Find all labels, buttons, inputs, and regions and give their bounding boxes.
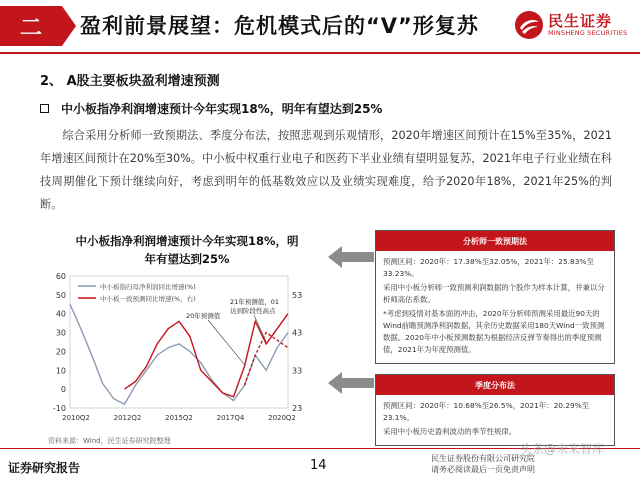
bullet-heading xyxy=(40,100,382,117)
y-left-tick-label: 50 xyxy=(55,290,66,300)
box-line: 采用中小板分析师一致预测利润数据的个股作为样本计算，并兼以分析师高估系数。 xyxy=(383,283,605,304)
profit-growth-chart xyxy=(40,268,330,436)
body-paragraph: 综合采用分析师一致预期法、季度分布法，按照悲观到乐观情形，2020年增速区间预计在15%至35%，2021年增速区间预计在20%至30%。中小板中权重行业电子和医药下半业业绩有望明显复苏，2021年电子行业业绩在科技周期催化下预计继续向好，考虑到明年的低基数效应以及业绩实现难度，给予2020年18%，2021年25%的判断。 xyxy=(40,129,612,211)
chart-source: 资料来源：Wind，民生证券研究院整理 xyxy=(48,437,171,445)
bullet-heading-text: 中小板指净利润增速预计今年实现18%，明年有望达到25% xyxy=(61,102,383,116)
section-subheading: 2、 A股主要板块盈利增速预测 xyxy=(40,74,220,89)
legend-label: 中小板一致预测同比增速(%，右) xyxy=(100,295,196,303)
footer-notice: 请务必阅读最后一页免责声明 xyxy=(431,465,535,474)
analyst-consensus-box xyxy=(375,230,615,364)
annotation-leader xyxy=(208,320,244,365)
y-right-tick-label: 23 xyxy=(292,404,303,413)
footer-report-type: 证券研究报告 xyxy=(8,461,81,475)
page-number: 14 xyxy=(310,458,327,473)
box-line: 预测区间：2020年：17.38%至32.05%，2021年：25.83%至33.23%。 xyxy=(383,257,594,278)
box-line: 采用中小板历史盈利波动的季节性规律。 xyxy=(383,427,517,436)
y-left-tick-label: 60 xyxy=(55,272,66,281)
square-bullet-icon xyxy=(40,104,49,113)
annotation-text: 达到阶段性高点 xyxy=(230,307,276,315)
y-left-tick-label: 30 xyxy=(55,328,66,338)
watermark: 头条@未来智库 xyxy=(520,442,605,456)
annotation-leader xyxy=(254,315,266,342)
arrow-left-icon xyxy=(328,372,374,394)
logo-cn-text: 民生证券 xyxy=(548,12,613,30)
series-line-consensus-growth xyxy=(125,314,289,397)
box-line: *考虑到疫情对基本面的冲击，2020年分析师预测采用最近90天的Wind前瞻预测净利润数据，其余历史数据采用180天Wind一致预测数据。2020年中小板预测数据为根据经济反弹节奏得出的季度预测值，2021年为年度预测值。 xyxy=(383,309,605,354)
annotation-text: 20年预测值 xyxy=(186,312,221,320)
legend-label: 中小板指归母净利润同比增速(%) xyxy=(100,283,196,291)
y-left-tick-label: 0 xyxy=(60,385,66,395)
y-left-tick-label: -10 xyxy=(52,404,66,413)
y-right-tick-label: 33 xyxy=(292,366,303,376)
y-left-tick-label: 10 xyxy=(55,366,66,376)
company-logo xyxy=(514,8,632,42)
page-title: 盈利前景展望：危机模式后的“V”形复苏 xyxy=(80,14,479,38)
y-right-tick-label: 53 xyxy=(292,290,303,300)
y-left-tick-label: 40 xyxy=(55,309,66,319)
logo-en-text: MINSHENG SECURITIES xyxy=(548,29,628,37)
box-title: 季度分布法 xyxy=(376,375,614,395)
minsheng-logo-icon xyxy=(514,10,544,40)
x-tick-label: 2012Q2 xyxy=(113,414,142,422)
page-header xyxy=(0,0,640,54)
chart-title: 中小板指净利润增速预计今年实现18%，明年有望达到25% xyxy=(75,234,299,266)
x-tick-label: 2020Q2 xyxy=(268,414,296,422)
x-tick-label: 2015Q2 xyxy=(165,414,193,422)
footer-company: 民生证券股份有限公司研究院 xyxy=(431,454,535,463)
section-number-badge: 二 xyxy=(0,6,62,46)
x-tick-label: 2010Q2 xyxy=(62,414,90,422)
annotation-text: 21年预测值，01 xyxy=(230,298,280,306)
y-left-tick-label: 20 xyxy=(55,347,66,357)
y-right-tick-label: 43 xyxy=(292,328,303,338)
arrow-left-icon xyxy=(328,246,374,268)
box-line: 预测区间：2020年：10.68%至26.5%，2021年：20.29%至23.1%。 xyxy=(383,401,590,422)
quarterly-distribution-box xyxy=(375,374,615,446)
x-tick-label: 2017Q4 xyxy=(216,414,245,422)
box-title: 分析师一致预期法 xyxy=(376,231,614,251)
